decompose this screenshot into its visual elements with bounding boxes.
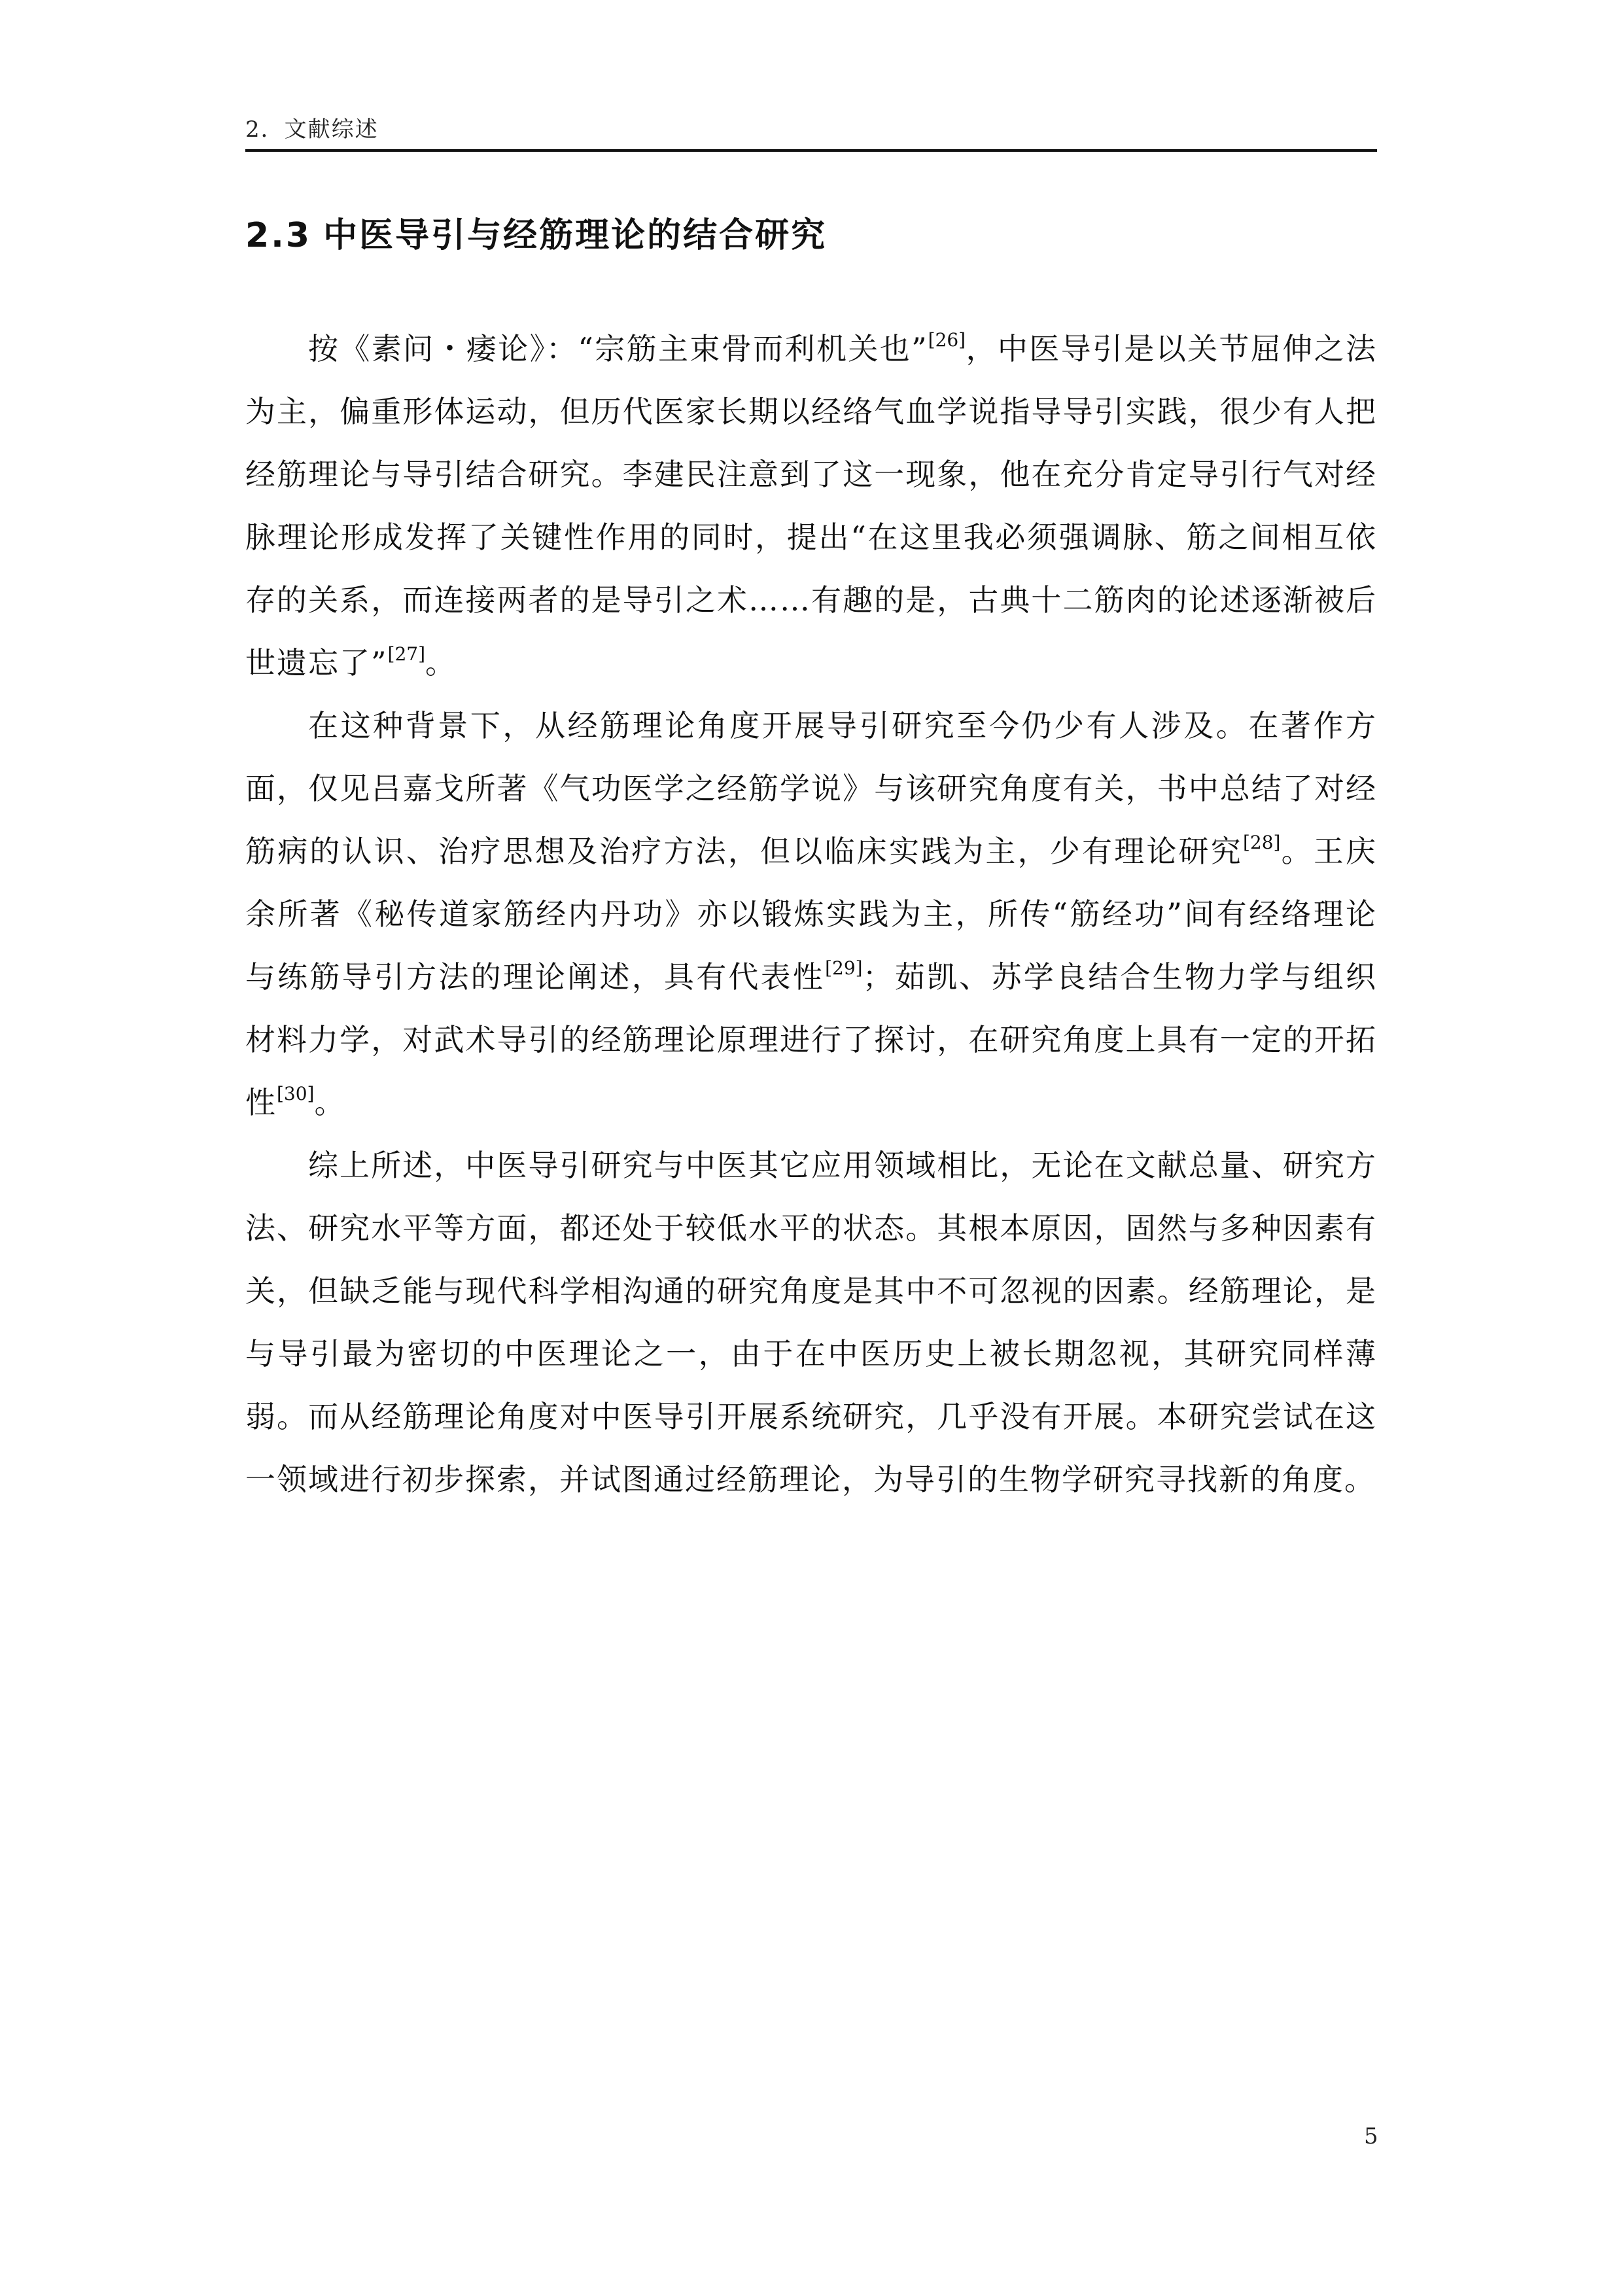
paragraph-text: 。王庆余所著《秘传道家筋经内丹功》亦以锻炼实践为主，所传“筋经功”间有经络理论与练筋导引方法的理论阐述，具有代表性 <box>245 834 1378 995</box>
citation-26: [26] <box>928 329 966 351</box>
citation-29: [29] <box>825 957 863 979</box>
citation-30: [30] <box>277 1083 315 1104</box>
citation-27: [27] <box>387 643 426 665</box>
paragraph-1 <box>245 317 1377 694</box>
section-number: 2.3 <box>245 216 312 255</box>
section-title <box>245 213 827 258</box>
body-text <box>245 317 1377 1511</box>
paragraph-text: ，中医导引是以关节屈伸之法为主，偏重形体运动，但历代医家长期以经络气血学说指导导引实践，很少有人把经筋理论与导引结合研究。李建民注意到了这一现象，他在充分肯定导引行气对经脉理论形成发挥了关键性作用的同时，提出“在这里我必须强调脉、筋之间相互依存的关系，而连接两者的是导引之术……有趣的是，古典十二筋肉的论述逐渐被后世遗忘了” <box>245 331 1377 680</box>
paragraph-text: ；茹凯、苏学良结合生物力学与组织材料力学，对武术导引的经筋理论原理进行了探讨，在研究角度上具有一定的开拓性 <box>245 959 1378 1120</box>
paragraph-text: 。 <box>425 645 457 680</box>
header-rule <box>245 149 1377 152</box>
page-number: 5 <box>1364 2123 1378 2149</box>
citation-28: [28] <box>1242 832 1281 853</box>
paragraph-text: 综上所述，中医导引研究与中医其它应用领域相比，无论在文献总量、研究方法、研究水平等方面，都还处于较低水平的状态。其根本原因，固然与多种因素有关，但缺乏能与现代科学相沟通的研究角度是其中不可忽视的因素。经筋理论，是与导引最为密切的中医理论之一，由于在中医历史上被长期忽视，其研究同样薄弱。而从经筋理论角度对中医导引开展系统研究，几乎没有开展。本研究尝试在这一领域进行初步探索，并试图通过经筋理论，为导引的生物学研究寻找新的角度。 <box>245 1148 1377 1497</box>
paragraph-2 <box>245 694 1377 1134</box>
paragraph-text: 按《素问・痿论》：“宗筋主束骨而利机关也” <box>308 331 928 366</box>
paragraph-text: 在这种背景下，从经筋理论角度开展导引研究至今仍少有人涉及。在著作方面，仅见吕嘉戈所著《气功医学之经筋学说》与该研究角度有关，书中总结了对经筋病的认识、治疗思想及治疗方法，但以临床实践为主，少有理论研究 <box>245 708 1377 869</box>
section-title-text: 中医导引与经筋理论的结合研究 <box>323 216 828 255</box>
paragraph-text: 。 <box>314 1085 346 1120</box>
running-header: 2．文献综述 <box>245 116 379 143</box>
paragraph-3 <box>245 1134 1377 1511</box>
